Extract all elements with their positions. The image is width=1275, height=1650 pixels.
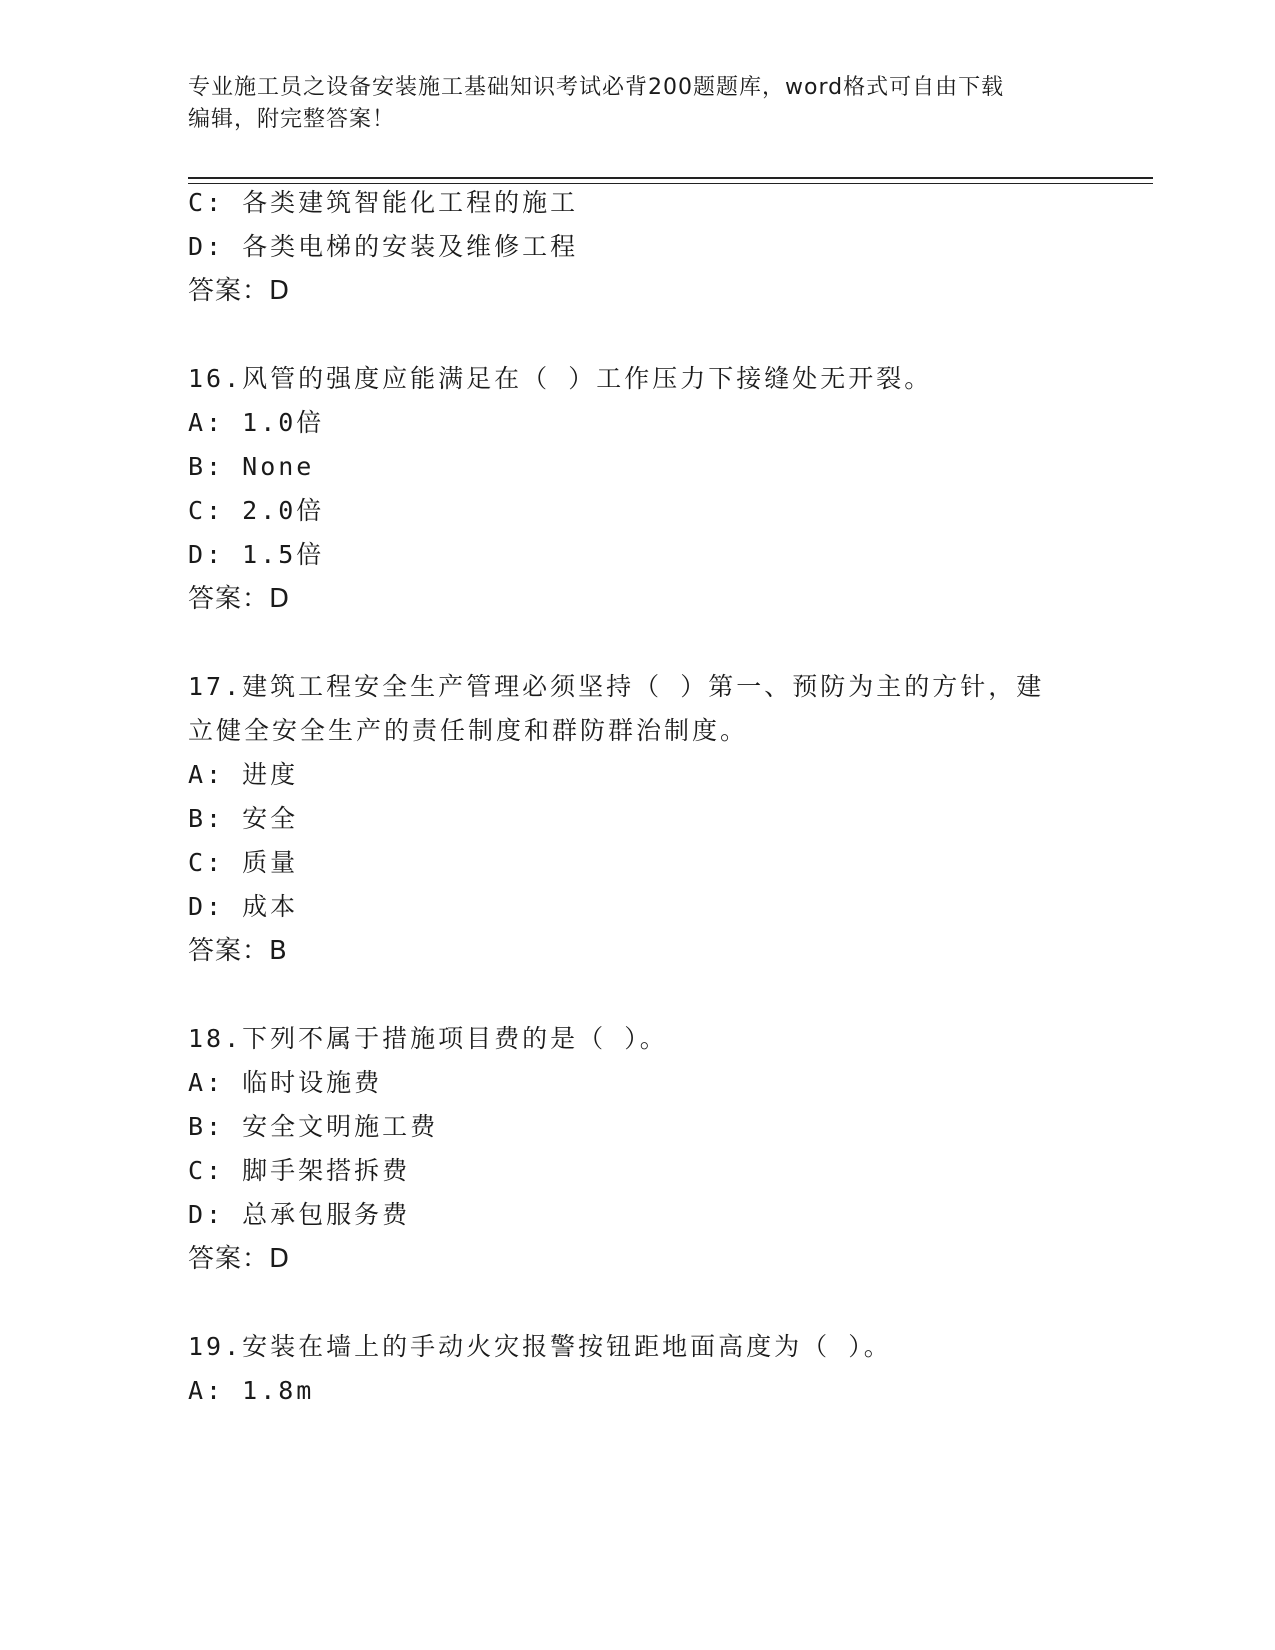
answer: 答案：D [188, 584, 291, 614]
option-c: C: 脚手架搭拆费 [188, 1156, 411, 1185]
question-stem: 16.风管的强度应能满足在（ ）工作压力下接缝处无开裂。 [188, 364, 933, 393]
document-header [188, 72, 1088, 136]
header-divider-thin [188, 183, 1153, 184]
option-c: C: 各类建筑智能化工程的施工 [188, 188, 579, 217]
question-stem-continued: 立健全安全生产的责任制度和群防群治制度。 [188, 716, 749, 745]
option-a: A: 临时设施费 [188, 1068, 383, 1097]
header-divider [188, 177, 1153, 179]
answer: 答案：D [188, 276, 291, 306]
option-b: B: 安全文明施工费 [188, 1112, 439, 1141]
answer: 答案：D [188, 1244, 291, 1274]
option-b: B: 安全 [188, 804, 299, 833]
question-stem: 18.下列不属于措施项目费的是（ ）。 [188, 1024, 668, 1053]
option-c: C: 质量 [188, 848, 299, 877]
header-line-2: 编辑，附完整答案！ [188, 107, 396, 132]
header-line-1: 专业施工员之设备安装施工基础知识考试必背200题题库，word格式可自由下载 [188, 75, 1005, 100]
answer: 答案：B [188, 936, 288, 966]
question-stem: 19.安装在墙上的手动火灾报警按钮距地面高度为（ ）。 [188, 1332, 892, 1361]
option-d: D: 成本 [188, 892, 299, 921]
question-stem: 17.建筑工程安全生产管理必须坚持（ ）第一、预防为主的方针，建 [188, 672, 1045, 701]
option-d: D: 各类电梯的安装及维修工程 [188, 232, 579, 261]
option-d: D: 1.5倍 [188, 540, 325, 569]
option-b: B: None [188, 452, 315, 481]
option-a: A: 进度 [188, 760, 299, 789]
option-a: A: 1.0倍 [188, 408, 325, 437]
option-d: D: 总承包服务费 [188, 1200, 411, 1229]
option-a: A: 1.8m [188, 1376, 315, 1405]
option-c: C: 2.0倍 [188, 496, 325, 525]
